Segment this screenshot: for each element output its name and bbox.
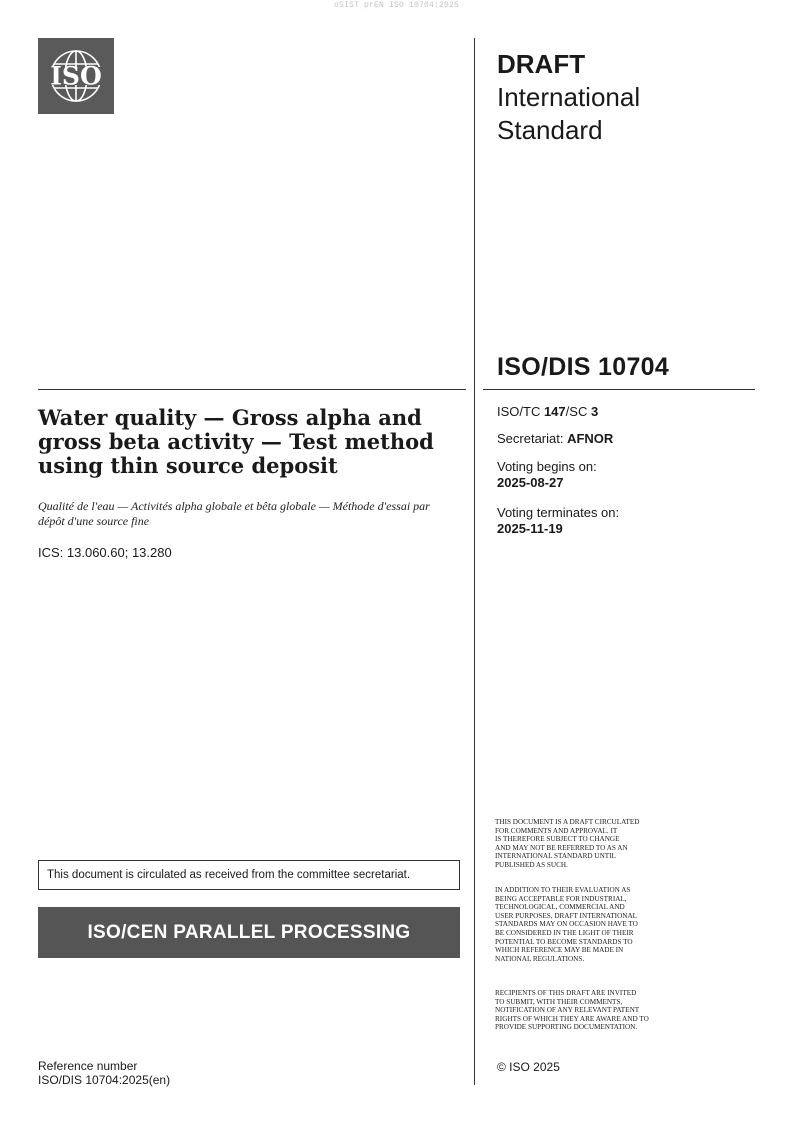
parallel-processing-banner: ISO/CEN PARALLEL PROCESSING — [38, 907, 460, 958]
left-horizontal-rule — [38, 389, 466, 390]
reference-number — [38, 1059, 170, 1087]
secretariat-label: Secretariat: — [497, 431, 568, 446]
ics-codes: ICS: 13.060.60; 13.280 — [38, 545, 172, 560]
right-horizontal-rule — [483, 389, 755, 390]
iso-globe-logo-icon — [38, 38, 114, 114]
reference-label: Reference number — [38, 1059, 138, 1073]
watermark: oSIST prEN ISO 10704:2025 — [333, 1, 460, 10]
circulation-note: This document is circulated as received from the committee secretariat. — [38, 860, 460, 890]
committee-line — [497, 404, 757, 420]
voting-begins — [497, 459, 757, 491]
draft-international-standard-heading — [497, 48, 757, 147]
draft-label: DRAFT — [497, 49, 586, 79]
secretariat-line — [497, 431, 757, 447]
voting-begins-label: Voting begins on: — [497, 459, 597, 474]
document-number: ISO/DIS 10704 — [497, 353, 670, 381]
committee-tc: 147 — [543, 404, 566, 419]
document-title: Water quality — Gross alpha and gross beta activity — Test method using thin source deposit — [38, 405, 434, 478]
voting-terminates — [497, 505, 757, 537]
voting-terminates-date: 2025-11-19 — [497, 521, 563, 536]
international-label: International — [497, 82, 641, 112]
document-title-french: Qualité de l'eau — Activités alpha globale et bêta globale — Méthode d'essai par dépôt d'une source fine — [38, 499, 430, 528]
committee-prefix: ISO/TC — [497, 404, 544, 419]
reference-value: ISO/DIS 10704:2025(en) — [38, 1073, 171, 1087]
secretariat-value: AFNOR — [567, 431, 614, 446]
logo-text: ISO — [50, 61, 102, 91]
draft-notice-2: IN ADDITION TO THEIR EVALUATION AS BEING ACCEPTABLE FOR INDUSTRIAL, TECHNOLOGICAL, COMMERCIAL AND USER PURPOSES, DRAFT INTERNATIONAL STANDARDS MAY ON OCCASION HAVE TO BE CONSIDERED IN THE LIGHT OF THEIR POTENTIAL TO BECOME STANDARDS TO WHICH REFERENCE MAY BE MADE IN NATIONAL REGULATIONS. — [495, 886, 638, 963]
committee-sc-sep: /SC — [565, 404, 591, 419]
draft-notice-1: THIS DOCUMENT IS A DRAFT CIRCULATED FOR COMMENTS AND APPROVAL. IT IS THEREFORE SUBJECT TO CHANGE AND MAY NOT BE REFERRED TO AS AN INTERNATIONAL STANDARD UNTIL PUBLISHED AS SUCH. — [495, 818, 640, 869]
voting-terminates-label: Voting terminates on: — [497, 505, 620, 520]
standard-label: Standard — [497, 115, 603, 145]
draft-notice-3: RECIPIENTS OF THIS DRAFT ARE INVITED TO SUBMIT, WITH THEIR COMMENTS, NOTIFICATION OF ANY RELEVANT PATENT RIGHTS OF WHICH THEY ARE AWARE AND TO PROVIDE SUPPORTING DOCUMENTATION. — [495, 989, 649, 1032]
voting-begins-date: 2025-08-27 — [497, 475, 564, 490]
vertical-divider — [474, 38, 475, 1085]
copyright: © ISO 2025 — [497, 1060, 560, 1074]
committee-sc: 3 — [590, 404, 599, 419]
iso-logo — [38, 38, 114, 114]
